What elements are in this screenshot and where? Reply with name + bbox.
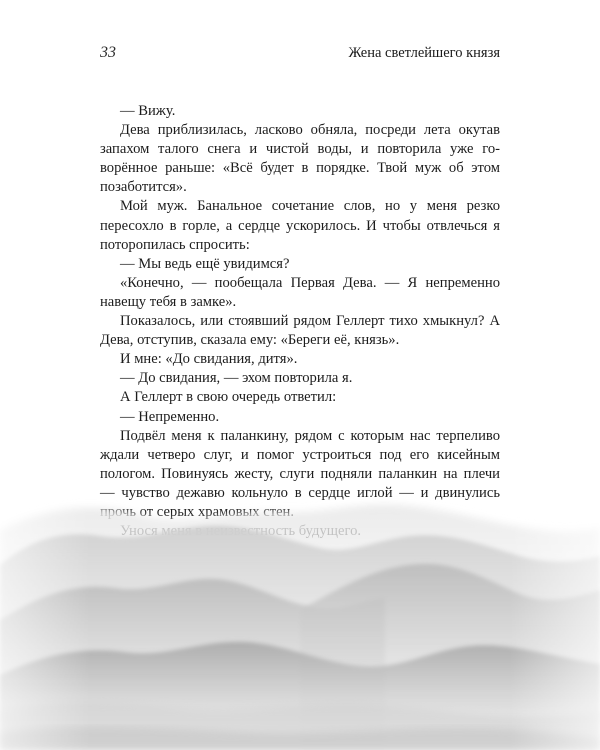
paragraph-11: Подвёл меня к паланкину, рядом с которым нас терпеливо ждали четверо слуг, и помог устроиться под его кисейным (100, 427, 500, 463)
paragraph-9: А Геллерт в свою очередь ответил: (120, 389, 337, 406)
paragraph-8: — До свидания, — эхом повторила я. (120, 370, 353, 387)
paragraph-4: — Мы ведь ещё увидимся? (120, 255, 290, 272)
misty-mountains-icon (0, 470, 600, 750)
paragraph-2: Дева приблизилась, ласково обняла, посреди лета окутав запахом талого снега и чистой воды, и повторила уже говорённое раньше: «Всё будет в порядке. Твой муж об этом позаботится». (100, 122, 500, 196)
paragraph-7: И мне: «До свидания, дитя». (120, 351, 298, 368)
paragraph-1: — Вижу. (120, 103, 176, 119)
misty-mountains-illustration (0, 470, 600, 750)
paragraph-10: — Непременно. (120, 408, 220, 425)
page-number: 33 (100, 44, 116, 61)
paragraph-5: «Конечно, — пообещала Первая Дева. — Я непременно навещу тебя в замке». (100, 274, 500, 310)
paragraph-3: Мой муж. Банальное сочетание слов, но у меня резко пересохло в горле, а сердце ускорилось. И чтобы отвлечься я поторопилась спросить: (100, 198, 500, 253)
running-title: Жена светлейшего князя (348, 45, 500, 61)
page-header (100, 44, 500, 66)
paragraph-6: Показалось, или стоявший рядом Геллерт тихо хмыкнул? А Дева, отступив, сказала ему: «Береги её, князь». (100, 313, 500, 349)
